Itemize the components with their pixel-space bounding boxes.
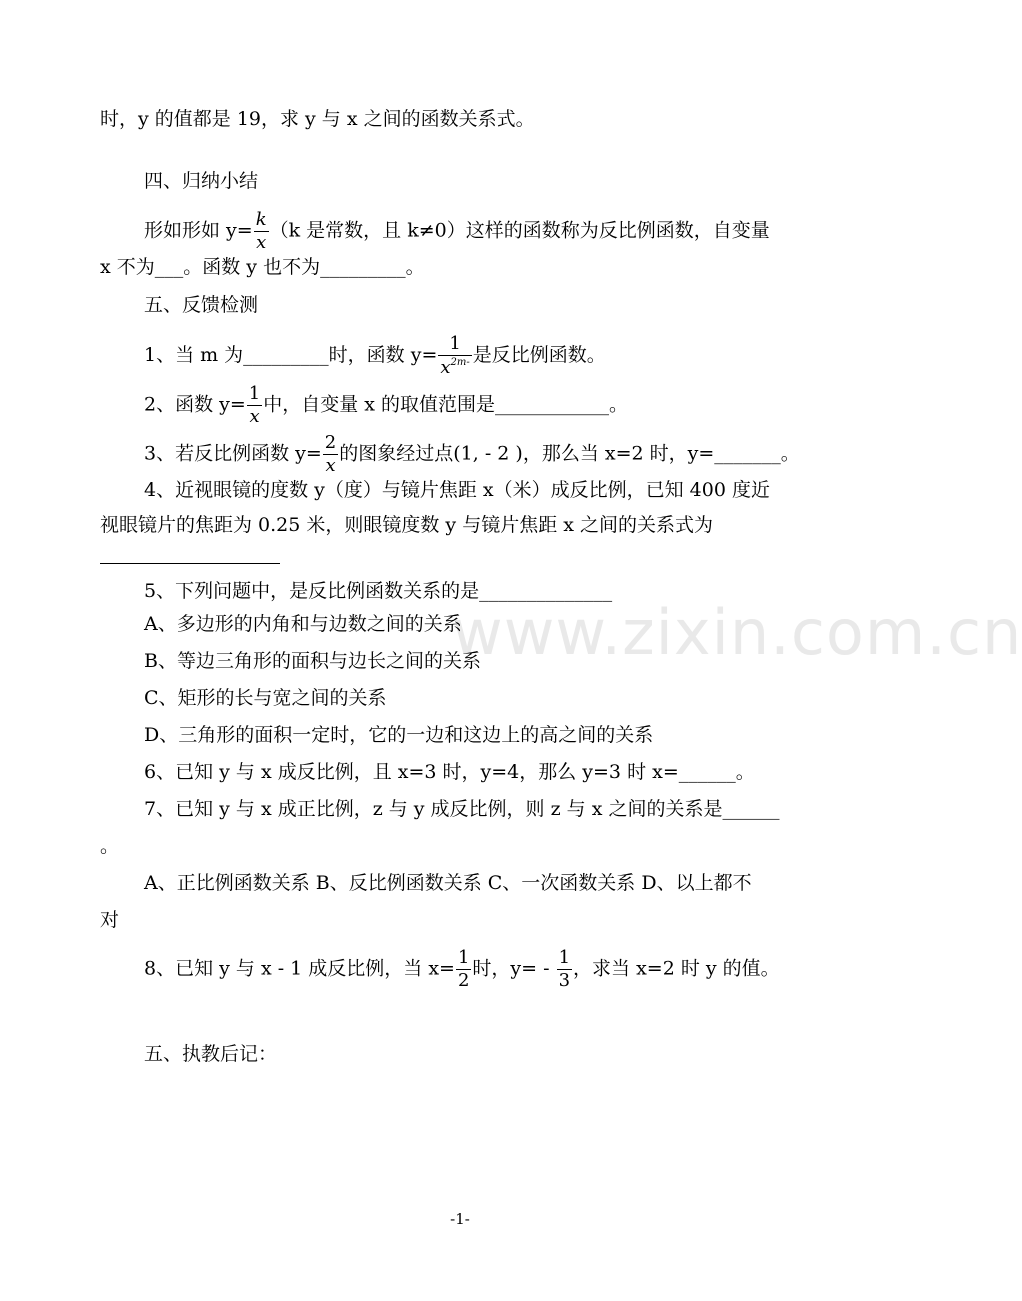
text: 时，y= - [472,957,550,980]
question-5: 5、下列问题中，是反比例函数关系的是______________ [144,580,613,602]
text: （k 是常数，且 k≠0）这样的函数称为反比例函数，自变量 [269,219,770,242]
denominator: x [247,405,262,426]
text: ，求当 x=2 时 y 的值。 [573,957,780,980]
fraction-1-over-x [247,385,262,426]
denominator: x [254,231,269,252]
numerator: 1 [457,947,470,968]
denominator: x [323,454,338,475]
question-7-line-1: 7、已知 y 与 x 成正比例，z 与 y 成反比例，则 z 与 x 之间的关系是______ [144,798,780,820]
question-7-options: A、正比例函数关系 B、反比例函数关系 C、一次函数关系 D、以上都不 [144,872,752,894]
text: 的图象经过点(1, - 2 )，那么当 x=2 时，y=_______。 [339,442,800,465]
question-3 [144,434,824,475]
question-7-line-2: 。 [100,835,120,857]
fraction-k-over-x [254,211,269,252]
fraction-1-over-2 [456,949,471,990]
option-a: A、多边形的内角和与边数之间的关系 [144,613,462,635]
numerator: 1 [248,383,261,404]
question-2 [144,385,824,426]
paragraph-line: x 不为___。函数 y 也不为_________。 [100,256,425,278]
fraction-2-over-x [323,434,338,475]
page-number: -1- [450,1210,470,1228]
text: 8、已知 y 与 x - 1 成反比例，当 x= [144,957,455,980]
denominator [438,355,471,377]
question-7-options-cont: 对 [100,909,120,931]
text: 2、函数 y= [144,393,246,416]
text: 1、当 m 为_________时，函数 y= [144,344,438,366]
exponent: 2m- [450,357,470,368]
text: 形如形如 y= [144,219,253,242]
option-d: D、三角形的面积一定时，它的一边和这边上的高之间的关系 [144,724,654,746]
numerator: 1 [558,947,571,968]
denominator: 2 [457,970,470,991]
section-heading: 四、归纳小结 [144,170,259,192]
fraction-1-over-3 [557,949,572,990]
denominator: 3 [558,970,571,991]
text: 是反比例函数。 [472,344,606,366]
watermark: www.zixin.com.cn [452,596,1022,669]
denominator-base: x [440,357,451,378]
question-4-line-2: 视眼镜片的焦距为 0.25 米，则眼镜度数 y 与镜片焦距 x 之间的关系式为 [100,514,713,536]
question-6: 6、已知 y 与 x 成反比例，且 x=3 时，y=4，那么 y=3 时 x=______。 [144,761,755,783]
section-heading: 五、反馈检测 [144,294,259,316]
answer-blank-line [100,563,280,564]
option-b: B、等边三角形的面积与边长之间的关系 [144,650,481,672]
numerator: k [255,209,267,230]
question-8 [144,949,824,990]
numerator: 2 [324,432,337,453]
section-heading: 五、执教后记： [144,1043,278,1065]
definition-line [144,211,824,252]
text: 3、若反比例函数 y= [144,442,322,465]
question-4-line-1: 4、近视眼镜的度数 y（度）与镜片焦距 x（米）成反比例，已知 400 度近 [144,479,770,501]
option-c: C、矩形的长与宽之间的关系 [144,687,387,709]
text: 中，自变量 x 的取值范围是____________。 [263,393,629,416]
numerator: 1 [449,333,461,354]
question-1 [144,335,824,377]
paragraph-line: 时，y 的值都是 19，求 y 与 x 之间的函数关系式。 [100,108,535,130]
fraction-1-over-x-power [438,335,471,377]
